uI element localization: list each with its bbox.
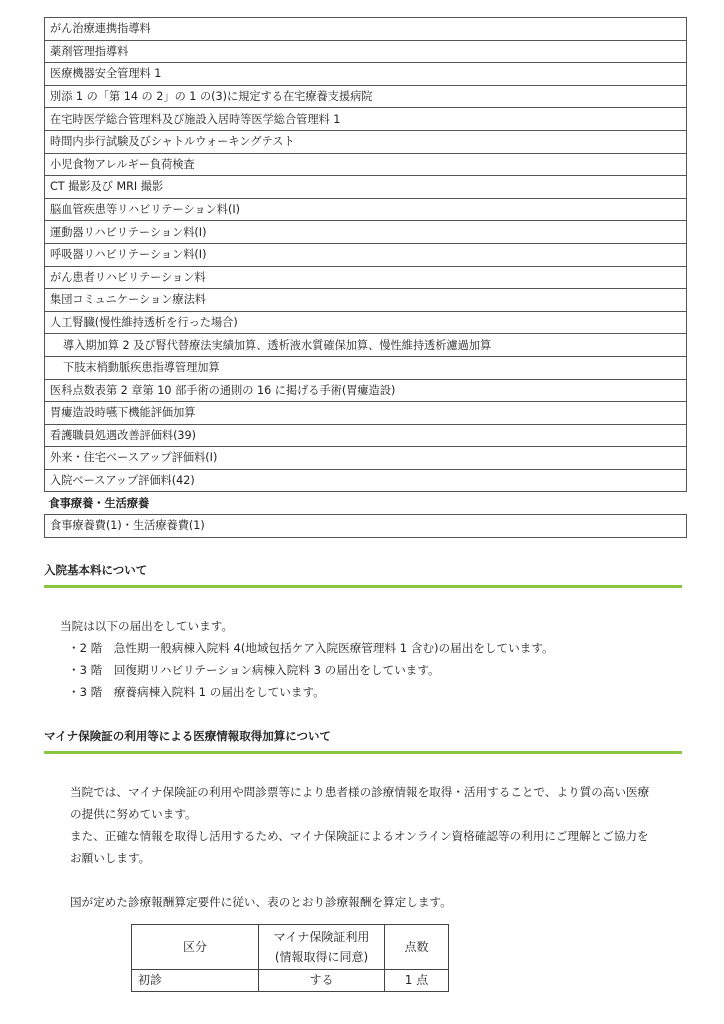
table-group-heading <box>45 492 687 515</box>
table-cell: 脳血管疾患等リハビリテーション料(Ⅰ) <box>45 198 687 221</box>
my-number-paragraph-3: 国が定めた診療報酬算定要件に従い、表のとおり診療報酬を算定します。 <box>70 895 452 909</box>
table-cell: 入院ベースアップ評価料(42) <box>45 469 687 492</box>
header-category: 区分 <box>132 925 259 970</box>
table-cell: 下肢末梢動脈疾患指導管理加算 <box>45 356 687 379</box>
fee-table-header-row <box>132 925 449 970</box>
table-row <box>45 311 687 334</box>
table-row <box>45 402 687 425</box>
table-cell: 胃瘻造設時嚥下機能評価加算 <box>45 402 687 425</box>
my-number-paragraph-1-line-2: の提供に努めています。 <box>70 807 197 821</box>
table-row-sub <box>45 356 687 379</box>
facility-standards-table <box>44 17 687 538</box>
table-row <box>45 130 687 153</box>
table-row <box>45 266 687 289</box>
my-number-paragraph-2-line-2: お願いします。 <box>70 851 151 865</box>
fee-table <box>131 924 449 992</box>
header-my-number-use <box>259 925 385 970</box>
my-number-paragraph-1-line-1: 当院では、マイナ保険証の利用や問診票等により患者様の診療情報を取得・活用することで、より質の高い医療 <box>70 785 650 799</box>
my-number-paragraph-2-line-1: また、正確な情報を取得し活用するため、マイナ保険証によるオンライン資格確認等の利用にご理解とご協力を <box>70 829 649 843</box>
header-my-number-use-line-1: マイナ保険証利用 <box>273 930 370 944</box>
table-cell: 食事療養費(1)・生活療養費(1) <box>45 515 687 538</box>
table-row <box>45 198 687 221</box>
fee-points-cell: 1 点 <box>385 970 449 992</box>
table-row-sub <box>45 334 687 357</box>
table-cell: 時間内歩行試験及びシャトルウォーキングテスト <box>45 130 687 153</box>
fee-category-cell: 初診 <box>132 970 259 992</box>
group-heading-label: 食事療養・生活療養 <box>48 496 150 510</box>
table-cell: 外来・住宅ベースアップ評価料(Ⅰ) <box>45 447 687 470</box>
table-cell: 運動器リハビリテーション料(Ⅰ) <box>45 221 687 244</box>
fee-use-cell: する <box>259 970 385 992</box>
admission-item-1: ・2 階 急性期一般病棟入院料 4(地域包括ケア入院医療管理料 1 含む)の届出をしています。 <box>68 641 554 655</box>
table-cell: CT 撮影及び MRI 撮影 <box>45 176 687 199</box>
header-points: 点数 <box>385 925 449 970</box>
table-cell: 小児食物アレルギー負荷検査 <box>45 153 687 176</box>
table-row <box>45 40 687 63</box>
admission-item-2: ・3 階 回復期リハビリテーション病棟入院料 3 の届出をしています。 <box>68 663 440 677</box>
table-row <box>132 970 449 992</box>
table-row <box>45 447 687 470</box>
table-cell: 集団コミュニケーション療法料 <box>45 289 687 312</box>
table-cell: がん患者リハビリテーション料 <box>45 266 687 289</box>
table-row <box>45 18 687 41</box>
table-cell: 在宅時医学総合管理料及び施設入居時等医学総合管理料 1 <box>45 108 687 131</box>
table-row <box>45 221 687 244</box>
table-row <box>45 243 687 266</box>
section-title-my-number: マイナ保険証の利用等による医療情報取得加算について <box>44 728 682 754</box>
table-cell: 医療機器安全管理料 1 <box>45 63 687 86</box>
table-row <box>45 469 687 492</box>
section-title-admission-fee: 入院基本料について <box>44 562 682 588</box>
table-cell: 呼吸器リハビリテーション料(Ⅰ) <box>45 243 687 266</box>
table-row <box>45 424 687 447</box>
table-cell: 導入期加算 2 及び腎代替療法実績加算、透析液水質確保加算、慢性維持透析濾過加算 <box>45 334 687 357</box>
table-cell: がん治療連携指導料 <box>45 18 687 41</box>
table-cell: 医科点数表第 2 章第 10 部手術の通則の 16 に掲げる手術(胃瘻造設) <box>45 379 687 402</box>
table-cell: 薬剤管理指導料 <box>45 40 687 63</box>
table-cell: 別添 1 の「第 14 の 2」の 1 の(3)に規定する在宅療養支援病院 <box>45 85 687 108</box>
table-row <box>45 85 687 108</box>
table-row <box>45 108 687 131</box>
table-row <box>45 153 687 176</box>
admission-item-3: ・3 階 療養病棟入院料 1 の届出をしています。 <box>68 685 325 699</box>
table-cell: 人工腎臓(慢性維持透析を行った場合) <box>45 311 687 334</box>
table-cell: 看護職員処遇改善評価料(39) <box>45 424 687 447</box>
table-row <box>45 515 687 538</box>
table-row <box>45 176 687 199</box>
table-row <box>45 379 687 402</box>
header-my-number-use-line-2: (情報取得に同意) <box>274 950 369 964</box>
table-row <box>45 289 687 312</box>
admission-intro: 当院は以下の届出をしています。 <box>60 619 233 633</box>
table-row <box>45 63 687 86</box>
